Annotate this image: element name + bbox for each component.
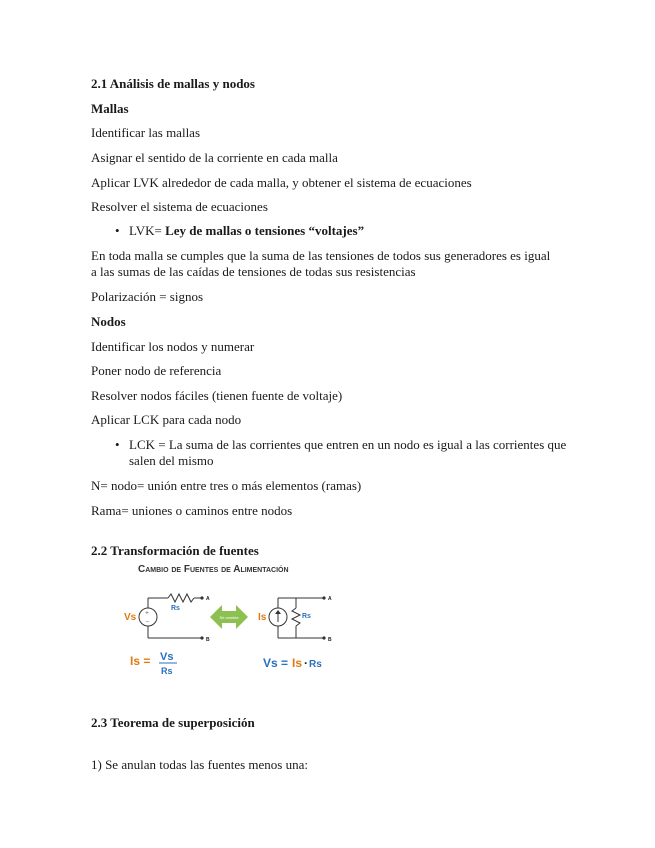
nodos-step-4: Aplicar LCK para cada nodo: [91, 412, 242, 427]
formula-right-is: Is: [292, 656, 303, 670]
formula-right-rs: Rs: [309, 659, 322, 670]
vs-label: Vs: [124, 612, 137, 623]
node-b-dot: [322, 636, 325, 639]
node-b-label-right: B: [328, 637, 332, 643]
node-b-dot: [200, 636, 203, 639]
section-2-3-heading: 2.3 Teorema de superposición: [91, 715, 255, 730]
node-b-label: B: [206, 637, 210, 643]
formula-left-lhs: Is =: [130, 654, 151, 668]
nodos-step-3: Resolver nodos fáciles (tienen fuente de voltaje): [91, 388, 343, 403]
lvk-bullet: [129, 223, 364, 239]
mallas-title: Mallas: [91, 101, 129, 116]
minus-sign: −: [145, 618, 150, 626]
superposition-step-1: 1) Se anulan todas las fuentes menos una:: [91, 757, 308, 772]
arrow-label: Se cambia: [219, 615, 239, 620]
source-transformation-figure: [118, 560, 338, 682]
node-a-label: A: [206, 596, 210, 602]
formula-right-dot: ·: [304, 656, 308, 670]
node-a-dot: [200, 596, 203, 599]
nodos-step-1: Identificar los nodos y numerar: [91, 339, 255, 354]
rs-label-right: Rs: [302, 613, 311, 620]
section-2-2-heading: 2.2 Transformación de fuentes: [91, 543, 259, 558]
lvk-bold: Ley de mallas o tensiones “voltajes”: [165, 223, 365, 238]
lvk-prefix: LVK=: [129, 223, 166, 238]
node-a-label-right: A: [328, 596, 332, 602]
nodos-step-2: Poner nodo de referencia: [91, 363, 222, 378]
bullet-dot-icon: •: [115, 437, 120, 452]
mallas-step-1: Identificar las mallas: [91, 125, 201, 140]
polarizacion-text: Polarización = signos: [91, 289, 204, 304]
figure-title: Cambio de Fuentes de Alimentación: [138, 564, 289, 575]
rs-label: Rs: [171, 605, 180, 612]
section-2-1-heading: 2.1 Análisis de mallas y nodos: [91, 76, 255, 91]
plus-sign: +: [145, 609, 149, 617]
mallas-step-3: Aplicar LVK alrededor de cada malla, y obtener el sistema de ecuaciones: [91, 175, 472, 190]
mallas-step-2: Asignar el sentido de la corriente en cada malla: [91, 150, 338, 165]
is-label: Is: [258, 612, 267, 623]
formula-left-numerator: Vs: [160, 651, 174, 663]
lck-bullet: LCK = La suma de las corrientes que entren en un nodo es igual a las corrientes que salen del mismo: [129, 437, 567, 468]
lvk-description: En toda malla se cumples que la suma de las tensiones de todos sus generadores es igual a las sumas de las caídas de tensiones de todas sus resistencias: [91, 248, 551, 279]
bullet-dot-icon: •: [115, 223, 120, 238]
node-a-dot: [322, 596, 325, 599]
formula-right-lhs: Vs =: [263, 656, 289, 670]
nodos-title: Nodos: [91, 314, 126, 329]
formula-left-denominator: Rs: [161, 666, 173, 676]
rama-definition: Rama= uniones o caminos entre nodos: [91, 503, 293, 518]
nodo-definition: N= nodo= unión entre tres o más elementos (ramas): [91, 478, 362, 493]
mallas-step-4: Resolver el sistema de ecuaciones: [91, 199, 268, 214]
